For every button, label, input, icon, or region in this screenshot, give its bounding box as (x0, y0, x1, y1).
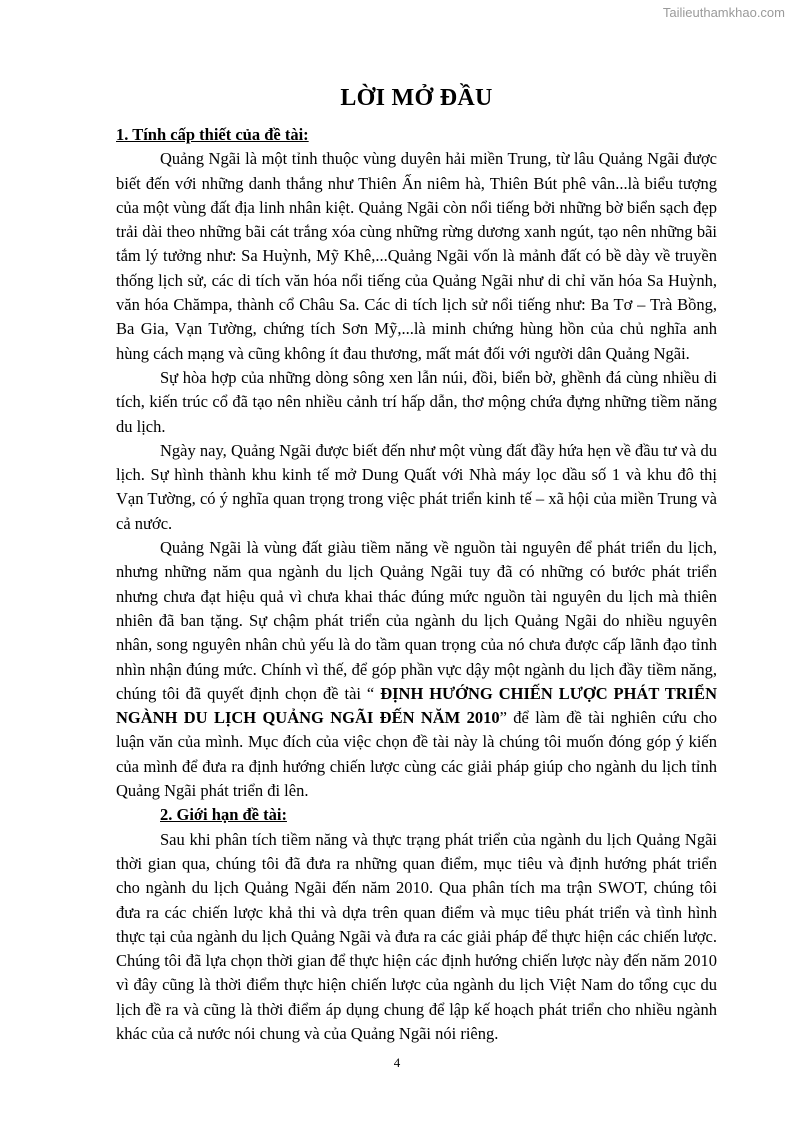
section-1-paragraph-2: Sự hòa hợp của những dòng sông xen lẫn núi, đồi, biển bờ, ghềnh đá cùng nhiều di tích, kiến trúc cổ đã tạo nên nhiều cảnh trí hấp dẫn, thơ mộng chứa đựng những tiềm năng du lịch. (116, 367, 717, 436)
page-number: 4 (393, 1055, 401, 1070)
page-title: LỜI MỞ ĐẦU (340, 85, 493, 111)
section-1-paragraph-3: Ngày nay, Quảng Ngãi được biết đến như một vùng đất đầy hứa hẹn về đầu tư và du lịch. Sự hình thành khu kinh tế mở Dung Quất với Nhà máy lọc dầu số 1 và khu đô thị Vạn Tường, có ý nghĩa quan trọng trong việc phát triển kinh tế – xã hội của miền Trung và cả nước. (116, 440, 717, 533)
watermark-text: Tailieuthamkhao.com (662, 5, 785, 20)
section-1-heading: 1. Tính cấp thiết của đề tài: (116, 125, 309, 144)
section-1-paragraph-1: Quảng Ngãi là một tỉnh thuộc vùng duyên hải miền Trung, từ lâu Quảng Ngãi được biết đến với những danh thắng như Thiên Ấn niêm hà, Thiên Bút phê vân...là biểu tượng của một vùng đất địa linh nhân kiệt. Quảng Ngãi còn nổi tiếng bởi những bờ biển sạch đẹp trải dài theo những bãi cát trắng xóa cùng những rừng dương xanh ngút, tạo nên những bãi tắm lý tưởng như: Sa Huỳnh, Mỹ Khê,...Quảng Ngãi vốn là mảnh đất có bề dày về truyền thống lịch sử, các di tích văn hóa nổi tiếng của Quảng Ngãi như di chỉ văn hóa Sa Huỳnh, văn hóa Chămpa, thành cổ Châu Sa. Các di tích lịch sử nổi tiếng như: Ba Tơ – Trà Bồng, Ba Gia, Vạn Tường, chứng tích Sơn Mỹ,...là minh chứng hùng hồn của chủ nghĩa anh hùng cách mạng và cũng không ít đau thương, mất mát đối với người dân Quảng Ngãi. (116, 149, 717, 363)
thesis-title-bold: ĐỊNH HƯỚNG CHIẾN LƯỢC PHÁT TRIỂN NGÀNH DU LỊCH QUẢNG NGÃI ĐẾN NĂM 2010 (116, 683, 717, 728)
section-2-heading: 2. Giới hạn đề tài: (160, 805, 287, 825)
paragraph-4-text-before: Quảng Ngãi là vùng đất giàu tiềm năng về nguồn tài nguyên để phát triển du lịch, nhưng những năm qua ngành du lịch Quảng Ngãi tuy đã có những có bước phát triển nhưng chưa đạt hiệu quả vì chưa khai thác đúng mức nguồn tài nguyên du lịch mà thiên nhiên đã ban tặng. Sự chậm phát triển của ngành du lịch Quảng Ngãi do nhiều nguyên nhân, song nguyên nhân chủ yếu là do tầm quan trọng của nó chưa được cấp lãnh đạo tỉnh nhìn nhận đúng mức. Chính vì thế, để góp phần vực dậy một ngành du lịch đầy tiềm năng, chúng tôi đã quyết định chọn đề tài “ (116, 538, 717, 703)
paragraph-4-text-after: ” để làm đề tài nghiên cứu cho luận văn của mình. Mục đích của việc chọn đề tài này là chúng tôi muốn đóng góp ý kiến của mình để đưa ra định hướng chiến lược cùng các giải pháp giúp cho ngành du lịch tỉnh Quảng Ngãi phát triển đi lên. (116, 708, 717, 801)
section-2-paragraph-1: Sau khi phân tích tiềm năng và thực trạng phát triển của ngành du lịch Quảng Ngãi thời gian qua, chúng tôi đã đưa ra những quan điểm, mục tiêu và định hướng phát triển cho ngành du lịch Quảng Ngãi đến năm 2010. Qua phân tích ma trận SWOT, chúng tôi đưa ra các chiến lược khả thi và dựa trên quan điểm và mục tiêu phát triển và tình hình thực tại của ngành du lịch Quảng Ngãi và đưa ra các giải pháp để thực hiện các chiến lược. Chúng tôi đã lựa chọn thời gian để thực hiện các định hướng chiến lược này đến năm 2010 vì đây cũng là thời điểm thực hiện chiến lược của ngành du lịch Việt Nam do tổng cục du lịch đề ra và cũng là thời điểm áp dụng chung để lập kế hoạch phát triển cho nhiều ngành khác của cả nước nói chung và của Quảng Ngãi nói riêng. (116, 829, 717, 1043)
document-page (116, 82, 717, 1046)
section-1-paragraph-4 (116, 536, 717, 803)
